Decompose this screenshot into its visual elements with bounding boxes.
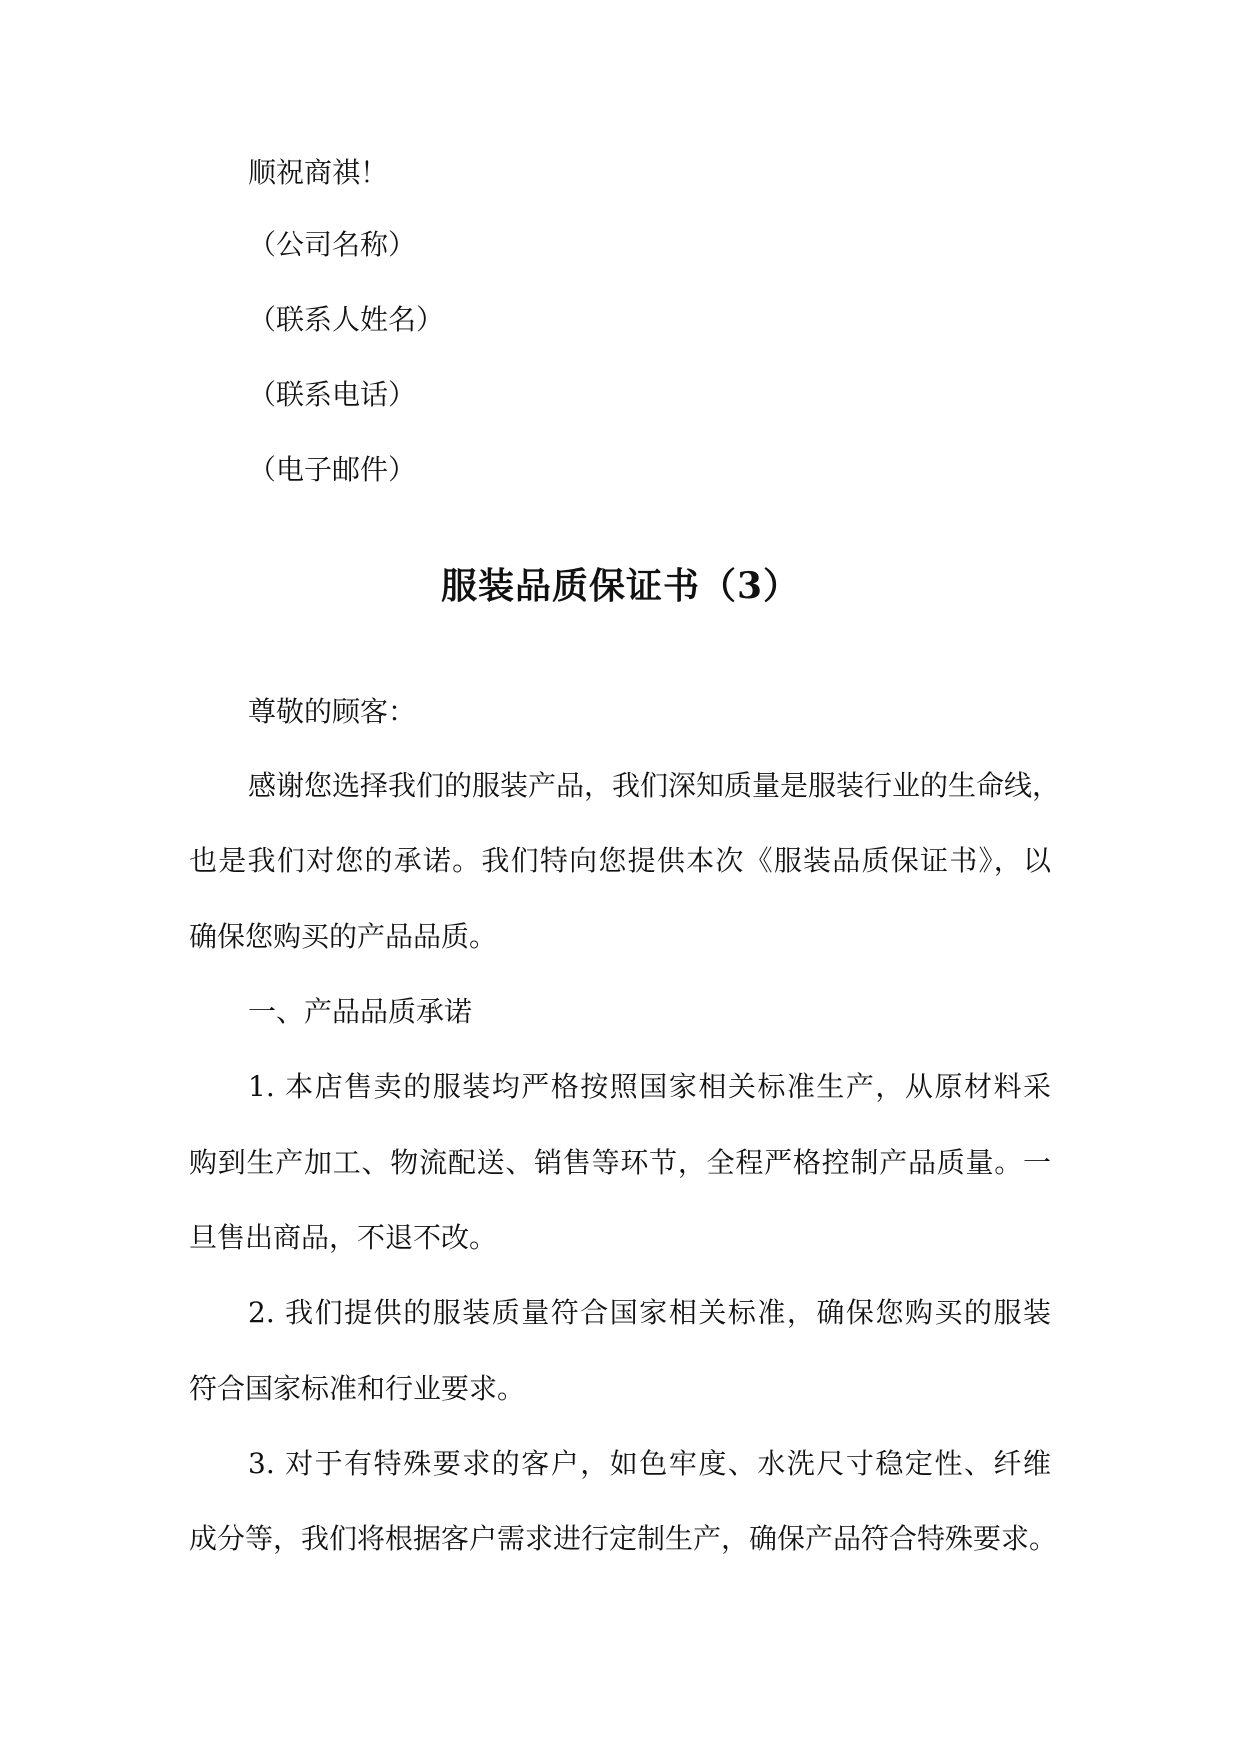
list-item-line: 购到生产加工、物流配送、销售等环节，全程严格控制产品质量。一 bbox=[189, 1146, 1051, 1179]
intro-line: 确保您购买的产品品质。 bbox=[189, 920, 498, 953]
list-item-line: 旦售出商品，不退不改。 bbox=[189, 1221, 498, 1254]
greeting: 尊敬的顾客： bbox=[248, 695, 417, 728]
intro-line: 也是我们对您的承诺。我们特向您提供本次《服装品质保证书》，以 bbox=[189, 844, 1051, 877]
closing-contact-name-placeholder: （联系人姓名） bbox=[248, 303, 445, 336]
list-item-line: 3. 对于有特殊要求的客户，如色牢度、水洗尺寸稳定性、纤维 bbox=[248, 1447, 1051, 1480]
intro-line: 感谢您选择我们的服装产品，我们深知质量是服装行业的生命线， bbox=[248, 769, 1061, 802]
closing-email-placeholder: （电子邮件） bbox=[248, 453, 417, 486]
closing-salutation: 顺祝商祺！ bbox=[248, 156, 389, 189]
section-heading: 一、产品品质承诺 bbox=[248, 995, 473, 1028]
list-item-line: 1. 本店售卖的服装均严格按照国家相关标准生产，从原材料采 bbox=[248, 1070, 1051, 1103]
closing-company-placeholder: （公司名称） bbox=[248, 228, 417, 261]
list-item-line: 成分等，我们将根据客户需求进行定制生产，确保产品符合特殊要求。 bbox=[189, 1522, 1058, 1555]
closing-phone-placeholder: （联系电话） bbox=[248, 378, 417, 411]
list-item-line: 符合国家标准和行业要求。 bbox=[189, 1372, 526, 1405]
document-title: 服装品质保证书（3） bbox=[440, 565, 801, 607]
list-item-line: 2. 我们提供的服装质量符合国家相关标准，确保您购买的服装 bbox=[248, 1296, 1051, 1329]
